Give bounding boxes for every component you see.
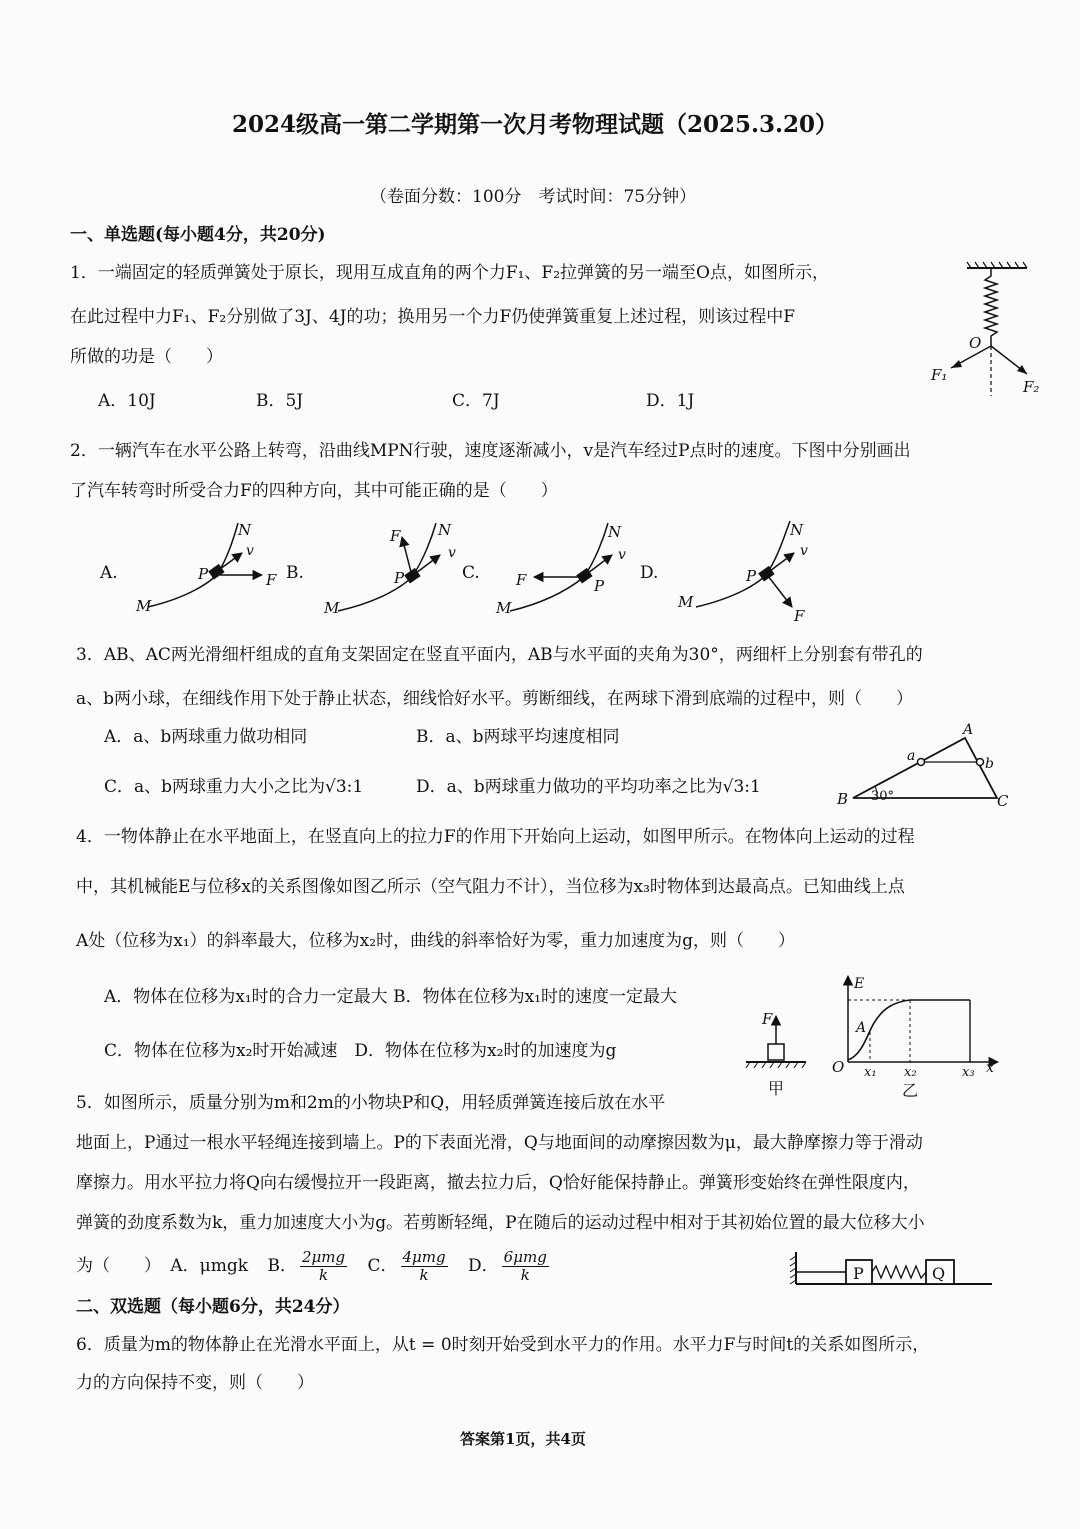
q3-fig-label-ball-a: a <box>907 748 916 764</box>
q6-line1: 6．质量为m的物体静止在光滑水平面上，从t = 0时刻开始受到水平力的作用。水平力F与时间t的关系如图所示， <box>76 1335 930 1355</box>
q2d-label-f: F <box>794 607 805 625</box>
q5-option-d-label: D． <box>468 1256 499 1276</box>
q2b-curve <box>338 523 436 611</box>
q4-fig-label-x: x <box>986 1060 994 1076</box>
q5-line3: 摩擦力。用水平拉力将Q向右缓慢拉开一段距离，撤去拉力后，Q恰好能保持静止。弹簧形变始终在弹性限度内， <box>76 1173 920 1193</box>
q3-option-d: D．a、b两球重力做功的平均功率之比为√3:1 <box>416 777 761 797</box>
q5-fig-label-q: Q <box>932 1264 946 1283</box>
q5-option-d-denominator: k <box>520 1266 530 1284</box>
q5-option-c-denominator: k <box>419 1266 429 1284</box>
q5-option-b-fraction <box>300 1249 347 1284</box>
q2-line1: 2．一辆汽车在水平公路上转弯，沿曲线MPN行驶，速度逐渐减小，v是汽车经过P点时的速度。下图中分别画出 <box>70 441 911 461</box>
q2b-label-p: P <box>394 569 405 587</box>
q5-option-a: A．μmgk <box>170 1256 249 1276</box>
section-1-heading: 一、单选题(每小题4分，共20分) <box>70 225 326 245</box>
q3-option-b: B．a、b两球平均速度相同 <box>416 727 620 747</box>
q5-option-c-numerator: 4μmg <box>402 1248 446 1266</box>
q3-line2: a、b两小球，在细线作用下处于静止状态，细线恰好水平。剪断细线，在两球下滑到底端的过程中，则（ ） <box>76 689 914 709</box>
q5-option-c-label: C． <box>367 1256 398 1276</box>
q5-fig-label-p: P <box>853 1264 864 1283</box>
page-title: 2024级高一第二学期第一次月考物理试题（2025.3.20） <box>232 111 839 138</box>
q3-line1: 3．AB、AC两光滑细杆组成的直角支架固定在竖直平面内，AB与水平面的夹角为30°，两细杆上分别套有带孔的 <box>76 645 923 665</box>
section-2-heading: 二、双选题（每小题6分，共24分） <box>76 1297 350 1317</box>
q2d-label-n: N <box>790 521 804 539</box>
q4-fig-label-jia: 甲 <box>768 1079 785 1098</box>
q2b-label-m: M <box>324 599 340 617</box>
q3-option-a: A．a、b两球重力做功相同 <box>104 727 308 747</box>
q4-fig-label-yi: 乙 <box>902 1081 919 1100</box>
q1-line1: 1．一端固定的轻质弹簧处于原长，现用互成直角的两个力F₁、F₂拉弹簧的另一端至O点，如图所示， <box>70 263 829 283</box>
q3-fig-label-b: B <box>837 790 849 808</box>
q3-fig-label-a-vertex: A <box>963 722 974 738</box>
q2c-label-m: M <box>496 599 512 617</box>
q1-option-a: A．10J <box>98 391 156 411</box>
q4-line3: A处（位移为x₁）的斜率最大，位移为x₂时，曲线的斜率恰好为零，重力加速度为g，则（ ） <box>76 931 795 951</box>
q5-option-c-fraction <box>401 1249 448 1284</box>
q4-line1: 4．一物体静止在水平地面上，在竖直向上的拉力F的作用下开始向上运动，如图甲所示。在物体向上运动的过程 <box>76 827 915 847</box>
q2c-label-n: N <box>608 523 622 541</box>
q4-options-ab: A．物体在位移为x₁时的合力一定最大 B．物体在位移为x₁时的速度一定最大 <box>104 987 677 1007</box>
q2b-label-f: F <box>390 527 401 545</box>
q5-line4: 弹簧的劲度系数为k，重力加速度大小为g。若剪断轻绳，P在随后的运动过程中相对于其初始位置的最大位移大小 <box>76 1213 925 1233</box>
q1-option-b: B．5J <box>256 391 304 411</box>
q4-fig-label-x1: x₁ <box>864 1065 877 1080</box>
q2a-label-f: F <box>266 571 277 589</box>
q5-option-b-numerator: 2μmg <box>301 1248 346 1266</box>
q1-line2: 在此过程中力F₁、F₂分别做了3J、4J的功；换用另一个力F仍使弹簧重复上述过程，则该过程中F <box>70 307 796 327</box>
q4-fig-label-a: A <box>856 1020 867 1036</box>
q2d-label-p: P <box>746 567 757 585</box>
q4-fig-label-e: E <box>854 976 865 992</box>
q3-fig-label-c: C <box>997 792 1009 810</box>
q3-triangle-figure <box>835 720 1020 810</box>
q4-fig-label-x3: x₃ <box>962 1065 975 1080</box>
q4-fig-label-x2: x₂ <box>904 1065 917 1080</box>
q2-option-d: D. <box>640 563 659 583</box>
q4-fig-label-f: F <box>762 1010 773 1028</box>
q2-option-b: B. <box>286 563 304 583</box>
q2c-label-f: F <box>516 571 527 589</box>
q2c-curve <box>510 523 608 611</box>
q1-option-c: C．7J <box>452 391 500 411</box>
q5-option-d-numerator: 6μmg <box>503 1248 547 1266</box>
q3-fig-label-angle: 30° <box>871 789 895 804</box>
q2c-label-v: v <box>618 547 626 563</box>
q5-answer-lead: 为（ ） <box>76 1256 161 1276</box>
q1-option-d: D．1J <box>646 391 695 411</box>
q2c-v-arrow <box>584 555 612 576</box>
q5-line1: 5．如图所示，质量分别为m和2m的小物块P和Q，用轻质弹簧连接后放在水平 <box>76 1093 666 1113</box>
q4-energy-graph <box>826 972 1006 1102</box>
q4-line2: 中，其机械能E与位移x的关系图像如图乙所示（空气阻力不计），当位移为x₃时物体到达最高点。已知曲线上点 <box>76 877 905 897</box>
page-footer: 答案第1页，共4页 <box>460 1430 586 1448</box>
q3-fig-label-ball-b: b <box>985 756 994 772</box>
q5-line2: 地面上，P通过一根水平轻绳连接到墙上。P的下表面光滑，Q与地面间的动摩擦因数为μ，最大静摩擦力等于滑动 <box>76 1133 923 1153</box>
q2d-curve <box>696 521 790 607</box>
q1-fig-label-f2: F₂ <box>1023 378 1040 396</box>
q5-answer-row <box>76 1246 552 1286</box>
q5-option-b-label: B． <box>267 1256 297 1276</box>
q2a-label-m: M <box>136 597 152 615</box>
exam-info: （卷面分数：100分 考试时间：75分钟） <box>370 187 697 207</box>
q2-figures <box>90 515 830 625</box>
q3-option-c: C．a、b两球重力大小之比为√3:1 <box>104 777 364 797</box>
q2a-label-v: v <box>246 543 254 559</box>
q5-option-b-denominator: k <box>318 1266 329 1284</box>
q2d-v-arrow <box>766 553 794 574</box>
q2a-v-arrow <box>216 553 242 572</box>
q5-spring-blocks-figure <box>786 1250 1006 1290</box>
q2d-f-arrow <box>768 576 792 607</box>
q4-options-cd: C．物体在位移为x₂时开始减速 D．物体在位移为x₂时的加速度为g <box>104 1041 617 1061</box>
q6-line2: 力的方向保持不变，则（ ） <box>76 1373 314 1393</box>
q2-line2: 了汽车转弯时所受合力F的四种方向，其中可能正确的是（ ） <box>70 481 558 501</box>
q2a-label-p: P <box>198 565 209 583</box>
q2d-label-m: M <box>678 593 694 611</box>
q2c-label-p: P <box>594 577 605 595</box>
q1-line3: 所做的功是（ ） <box>70 347 223 367</box>
q2b-label-n: N <box>438 521 452 539</box>
q2b-label-v: v <box>448 545 456 561</box>
q1-spring-figure <box>925 262 1055 402</box>
q1-fig-label-o: O <box>969 334 982 352</box>
q2-option-c: C. <box>462 563 480 583</box>
q5-option-d-fraction <box>502 1249 549 1284</box>
q2b-v-arrow <box>412 555 440 576</box>
q2a-label-n: N <box>238 521 252 539</box>
q2-option-a: A. <box>100 563 118 583</box>
q1-fig-label-f1: F₁ <box>931 366 948 384</box>
q2d-label-v: v <box>800 543 808 559</box>
q4-fig-label-o: O <box>832 1058 845 1076</box>
q4-figure-jia <box>742 1008 812 1100</box>
